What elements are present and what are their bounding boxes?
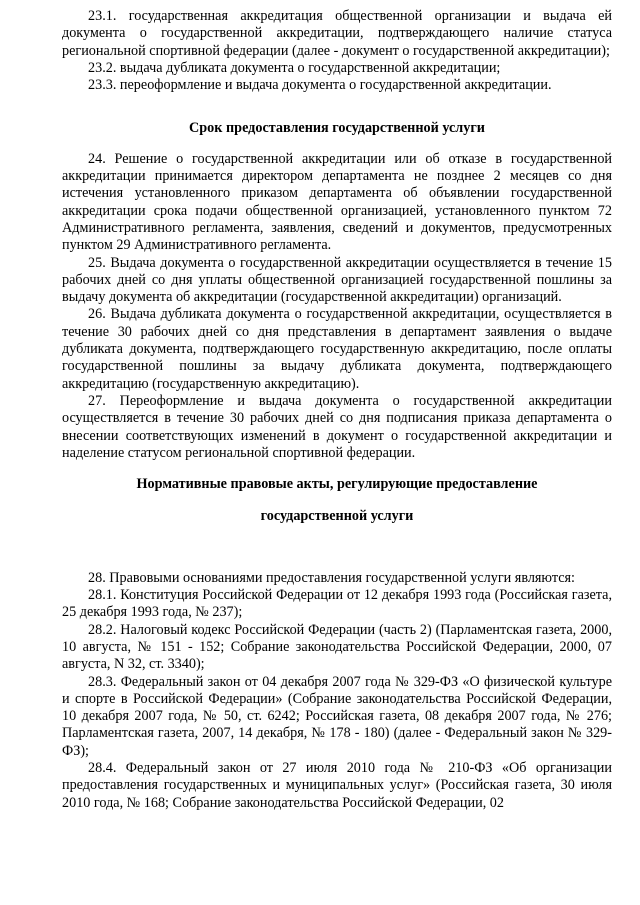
- paragraph-26: 26. Выдача дубликата документа о государственной аккредитации, осуществляется в течение 30 рабочих дней со дня представления в департамент заявления о выдаче дубликата документа, подтверждающего государственную аккредитацию, после оплаты государственной пошлины за выдачу дубликата документа, подтверждающего аккредитацию (государственную аккредитацию).: [62, 306, 612, 392]
- paragraph-23-2: 23.2. выдача дубликата документа о государственной аккредитации;: [88, 59, 501, 76]
- document-page: [62, 8, 612, 812]
- paragraph-28-4: 28.4. Федеральный закон от 27 июля 2010 года № 210-ФЗ «Об организации предоставления государственных и муниципальных услуг» (Российская газета, 30 июля 2010 года, № 168; Собрание законодательства Российской Федерации, 02: [62, 759, 612, 811]
- paragraph-28-2: 28.2. Налоговый кодекс Российской Федерации (часть 2) (Парламентская газета, 2000, 10 августа, № 151 - 152; Собрание законодательства Российской Федерации, 2000, 07 августа, N 32, ст. 3340);: [62, 621, 612, 673]
- paragraph-23-1: 23.1. государственная аккредитация общественной организации и выдача ей документа о государственной аккредитации, подтверждающего наличие статуса региональной спортивной федерации (далее - документ о государственной аккредитации);: [62, 8, 612, 59]
- section-heading-acts-line1: Нормативные правовые акты, регулирующие предоставление: [136, 476, 538, 493]
- paragraph-23-3: 23.3. переоформление и выдача документа о государственной аккредитации.: [88, 77, 552, 94]
- paragraph-28-1: 28.1. Конституция Российской Федерации от 12 декабря 1993 года (Российская газета, 25 декабря 1993 года, № 237);: [62, 587, 612, 621]
- paragraph-28: 28. Правовыми основаниями предоставления государственной услуги являются:: [88, 569, 575, 586]
- paragraph-24: 24. Решение о государственной аккредитации или об отказе в государственной аккредитации принимается директором департамента не позднее 2 месяцев со дня истечения установленного приказом департамента об объявлении государственной аккредитации срока подачи общественной организацией, установленного пунктом 72 Административного регламента, заявления, сведений и документов, предусмотренных пунктом 29 Административного регламента.: [62, 150, 612, 254]
- paragraph-28-3: 28.3. Федеральный закон от 04 декабря 2007 года № 329-ФЗ «О физической культуре и спорте в Российской Федерации» (Собрание законодательства Российской Федерации, 10 декабря 2007 года, № 50, ст. 6242; Российская газета, 08 декабря 2007 года, № 276; Парламентская газета, 2007, 14 декабря, № 178 - 180) (далее - Федеральный закон № 329-ФЗ);: [62, 673, 612, 759]
- section-heading-acts-line2: государственной услуги: [260, 508, 414, 525]
- section-heading-term: Срок предоставления государственной услуги: [189, 120, 485, 137]
- paragraph-25: 25. Выдача документа о государственной аккредитации осуществляется в течение 15 рабочих дней со дня уплаты общественной организацией государственной пошлины за выдачу документа об аккредитации (государственной аккредитации) организаций.: [62, 254, 612, 306]
- paragraph-27: 27. Переоформление и выдача документа о государственной аккредитации осуществляется в течение 30 рабочих дней со дня подписания приказа департамента о внесении соответствующих изменений в документ о государственной аккредитации и наделение статусом региональной спортивной федерации.: [62, 392, 612, 461]
